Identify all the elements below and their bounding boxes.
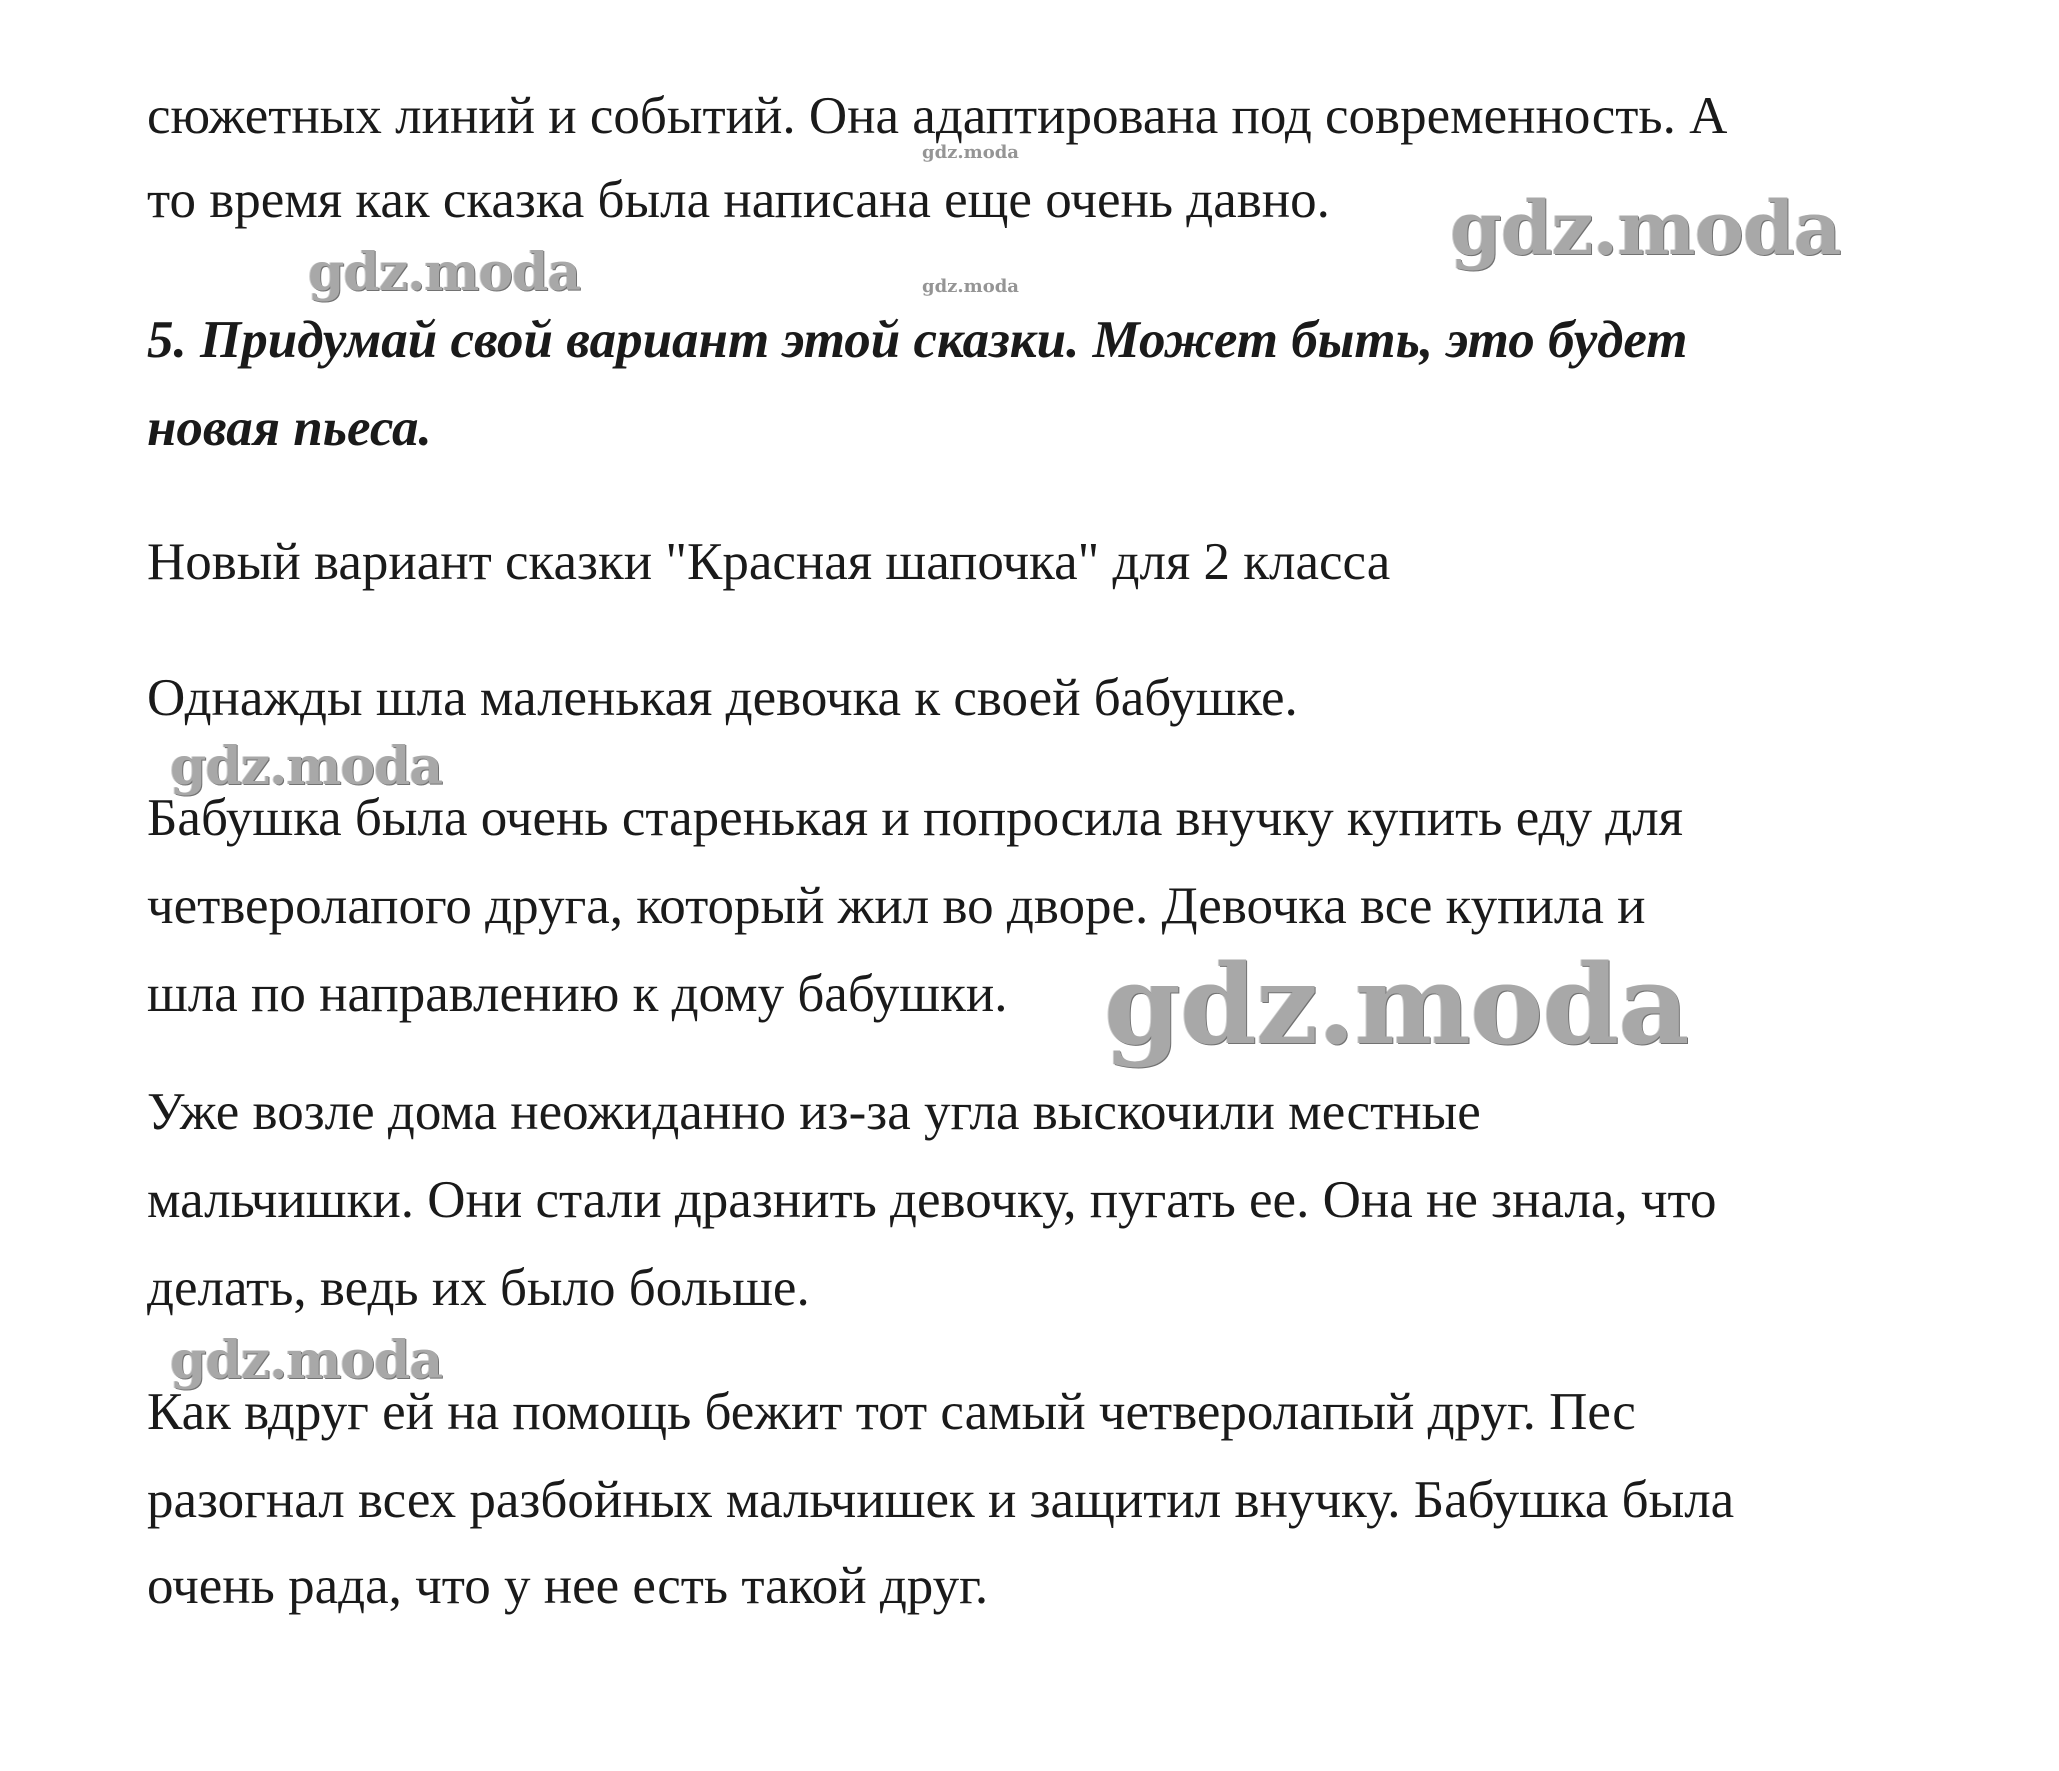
watermark: gdz.moda xyxy=(1104,940,1689,1069)
paragraph-line: Как вдруг ей на помощь бежит тот самый четверолапый друг. Пес xyxy=(147,1383,1636,1441)
paragraph-line: разогнал всех разбойных мальчишек и защитил внучку. Бабушка была xyxy=(147,1471,1735,1529)
paragraph-line: Бабушка была очень старенькая и попросила внучку купить еду для xyxy=(147,789,1684,847)
paragraph-line: Уже возле дома неожиданно из-за угла выскочили местные xyxy=(147,1083,1481,1141)
watermark: gdz.moda xyxy=(170,736,443,797)
watermark: gdz.moda xyxy=(922,142,1019,163)
paragraph-line: сюжетных линий и событий. Она адаптирована под современность. А xyxy=(147,87,1728,145)
task-heading: 5. Придумай свой вариант этой сказки. Может быть, это будет xyxy=(147,311,1688,369)
story-title: Новый вариант сказки "Красная шапочка" для 2 класса xyxy=(147,533,1391,591)
paragraph-line: четверолапого друга, который жил во дворе. Девочка все купила и xyxy=(147,877,1646,935)
task-heading: новая пьеса. xyxy=(147,399,432,457)
watermark: gdz.moda xyxy=(308,242,581,303)
paragraph-line: Однажды шла маленькая девочка к своей бабушке. xyxy=(147,669,1298,727)
paragraph-line: делать, ведь их было больше. xyxy=(147,1259,810,1317)
paragraph-line: шла по направлению к дому бабушки. xyxy=(147,965,1008,1023)
paragraph-line: то время как сказка была написана еще очень давно. xyxy=(147,171,1330,229)
watermark: gdz.moda xyxy=(922,276,1019,297)
paragraph-line: мальчишки. Они стали дразнить девочку, пугать ее. Она не знала, что xyxy=(147,1171,1717,1229)
watermark: gdz.moda xyxy=(170,1330,443,1391)
watermark: gdz.moda xyxy=(1450,186,1841,272)
paragraph-line: очень рада, что у нее есть такой друг. xyxy=(147,1557,989,1615)
